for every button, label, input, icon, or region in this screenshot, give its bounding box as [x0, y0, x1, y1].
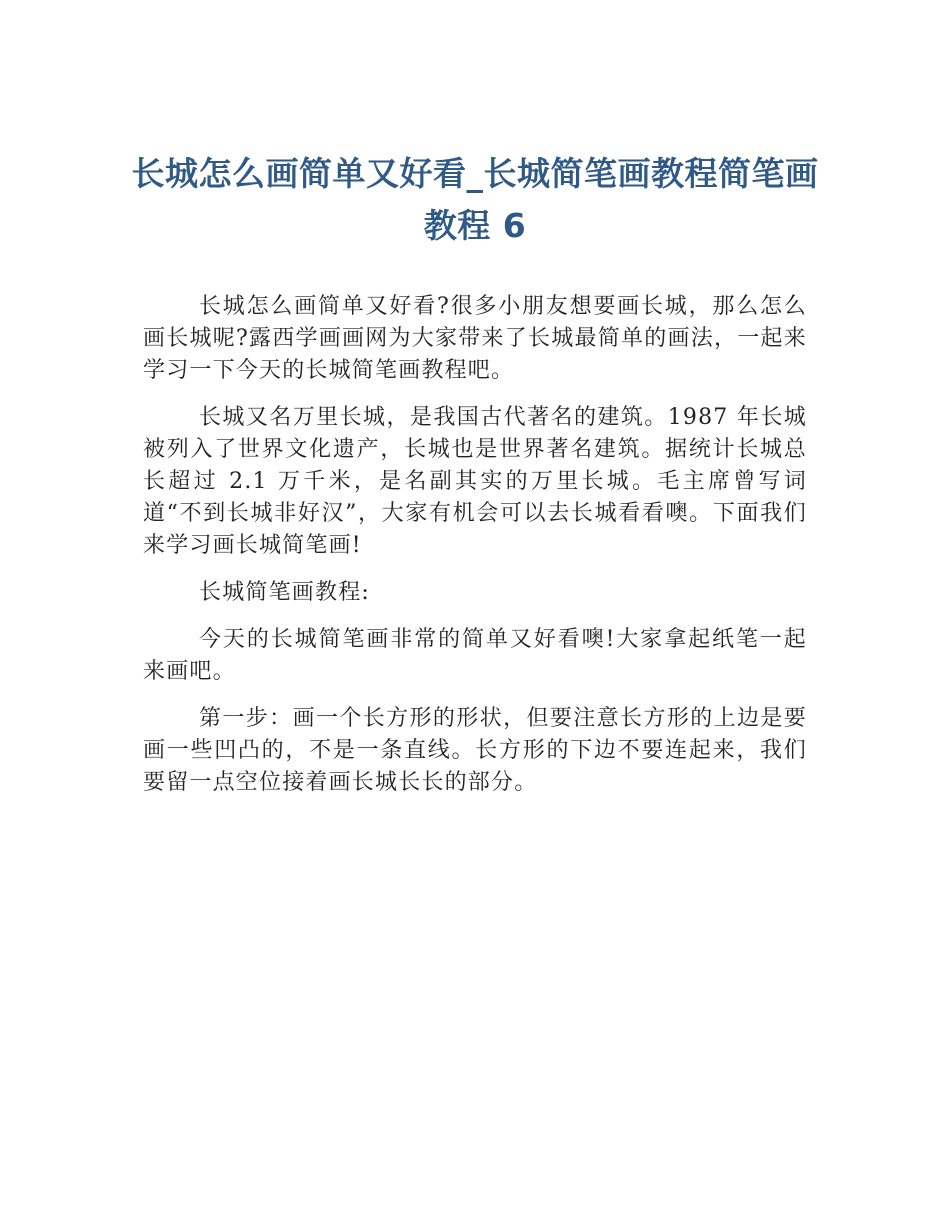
paragraph-tutorial-intro: 今天的长城简笔画非常的简单又好看噢!大家拿起纸笔一起来画吧。 — [143, 627, 807, 684]
paragraph-tutorial-heading: 长城简笔画教程: — [199, 580, 371, 605]
document-title: 长城怎么画简单又好看_长城简笔画教程简笔画教程 6 — [131, 154, 819, 245]
paragraph-step-one: 第一步：画一个长方形的形状，但要注意长方形的上边是要画一些凹凸的，不是一条直线。长方形的下边不要连起来，我们要留一点空位接着画长城长长的部分。 — [143, 706, 807, 795]
paragraph-intro: 长城怎么画简单又好看?很多小朋友想要画长城，那么怎么画长城呢?露西学画画网为大家带来了长城最简单的画法，一起来学习一下今天的长城简笔画教程吧。 — [143, 294, 807, 383]
document-body — [143, 291, 807, 814]
paragraph-great-wall-info: 长城又名万里长城，是我国古代著名的建筑。1987 年长城被列入了世界文化遗产，长城也是世界著名建筑。据统计长城总长超过 2.1 万千米，是名副其实的万里长城。毛主席曾写词道“不到长城非好汉”，大家有机会可以去长城看看噢。下面我们来学习画长城简笔画! — [143, 405, 807, 558]
